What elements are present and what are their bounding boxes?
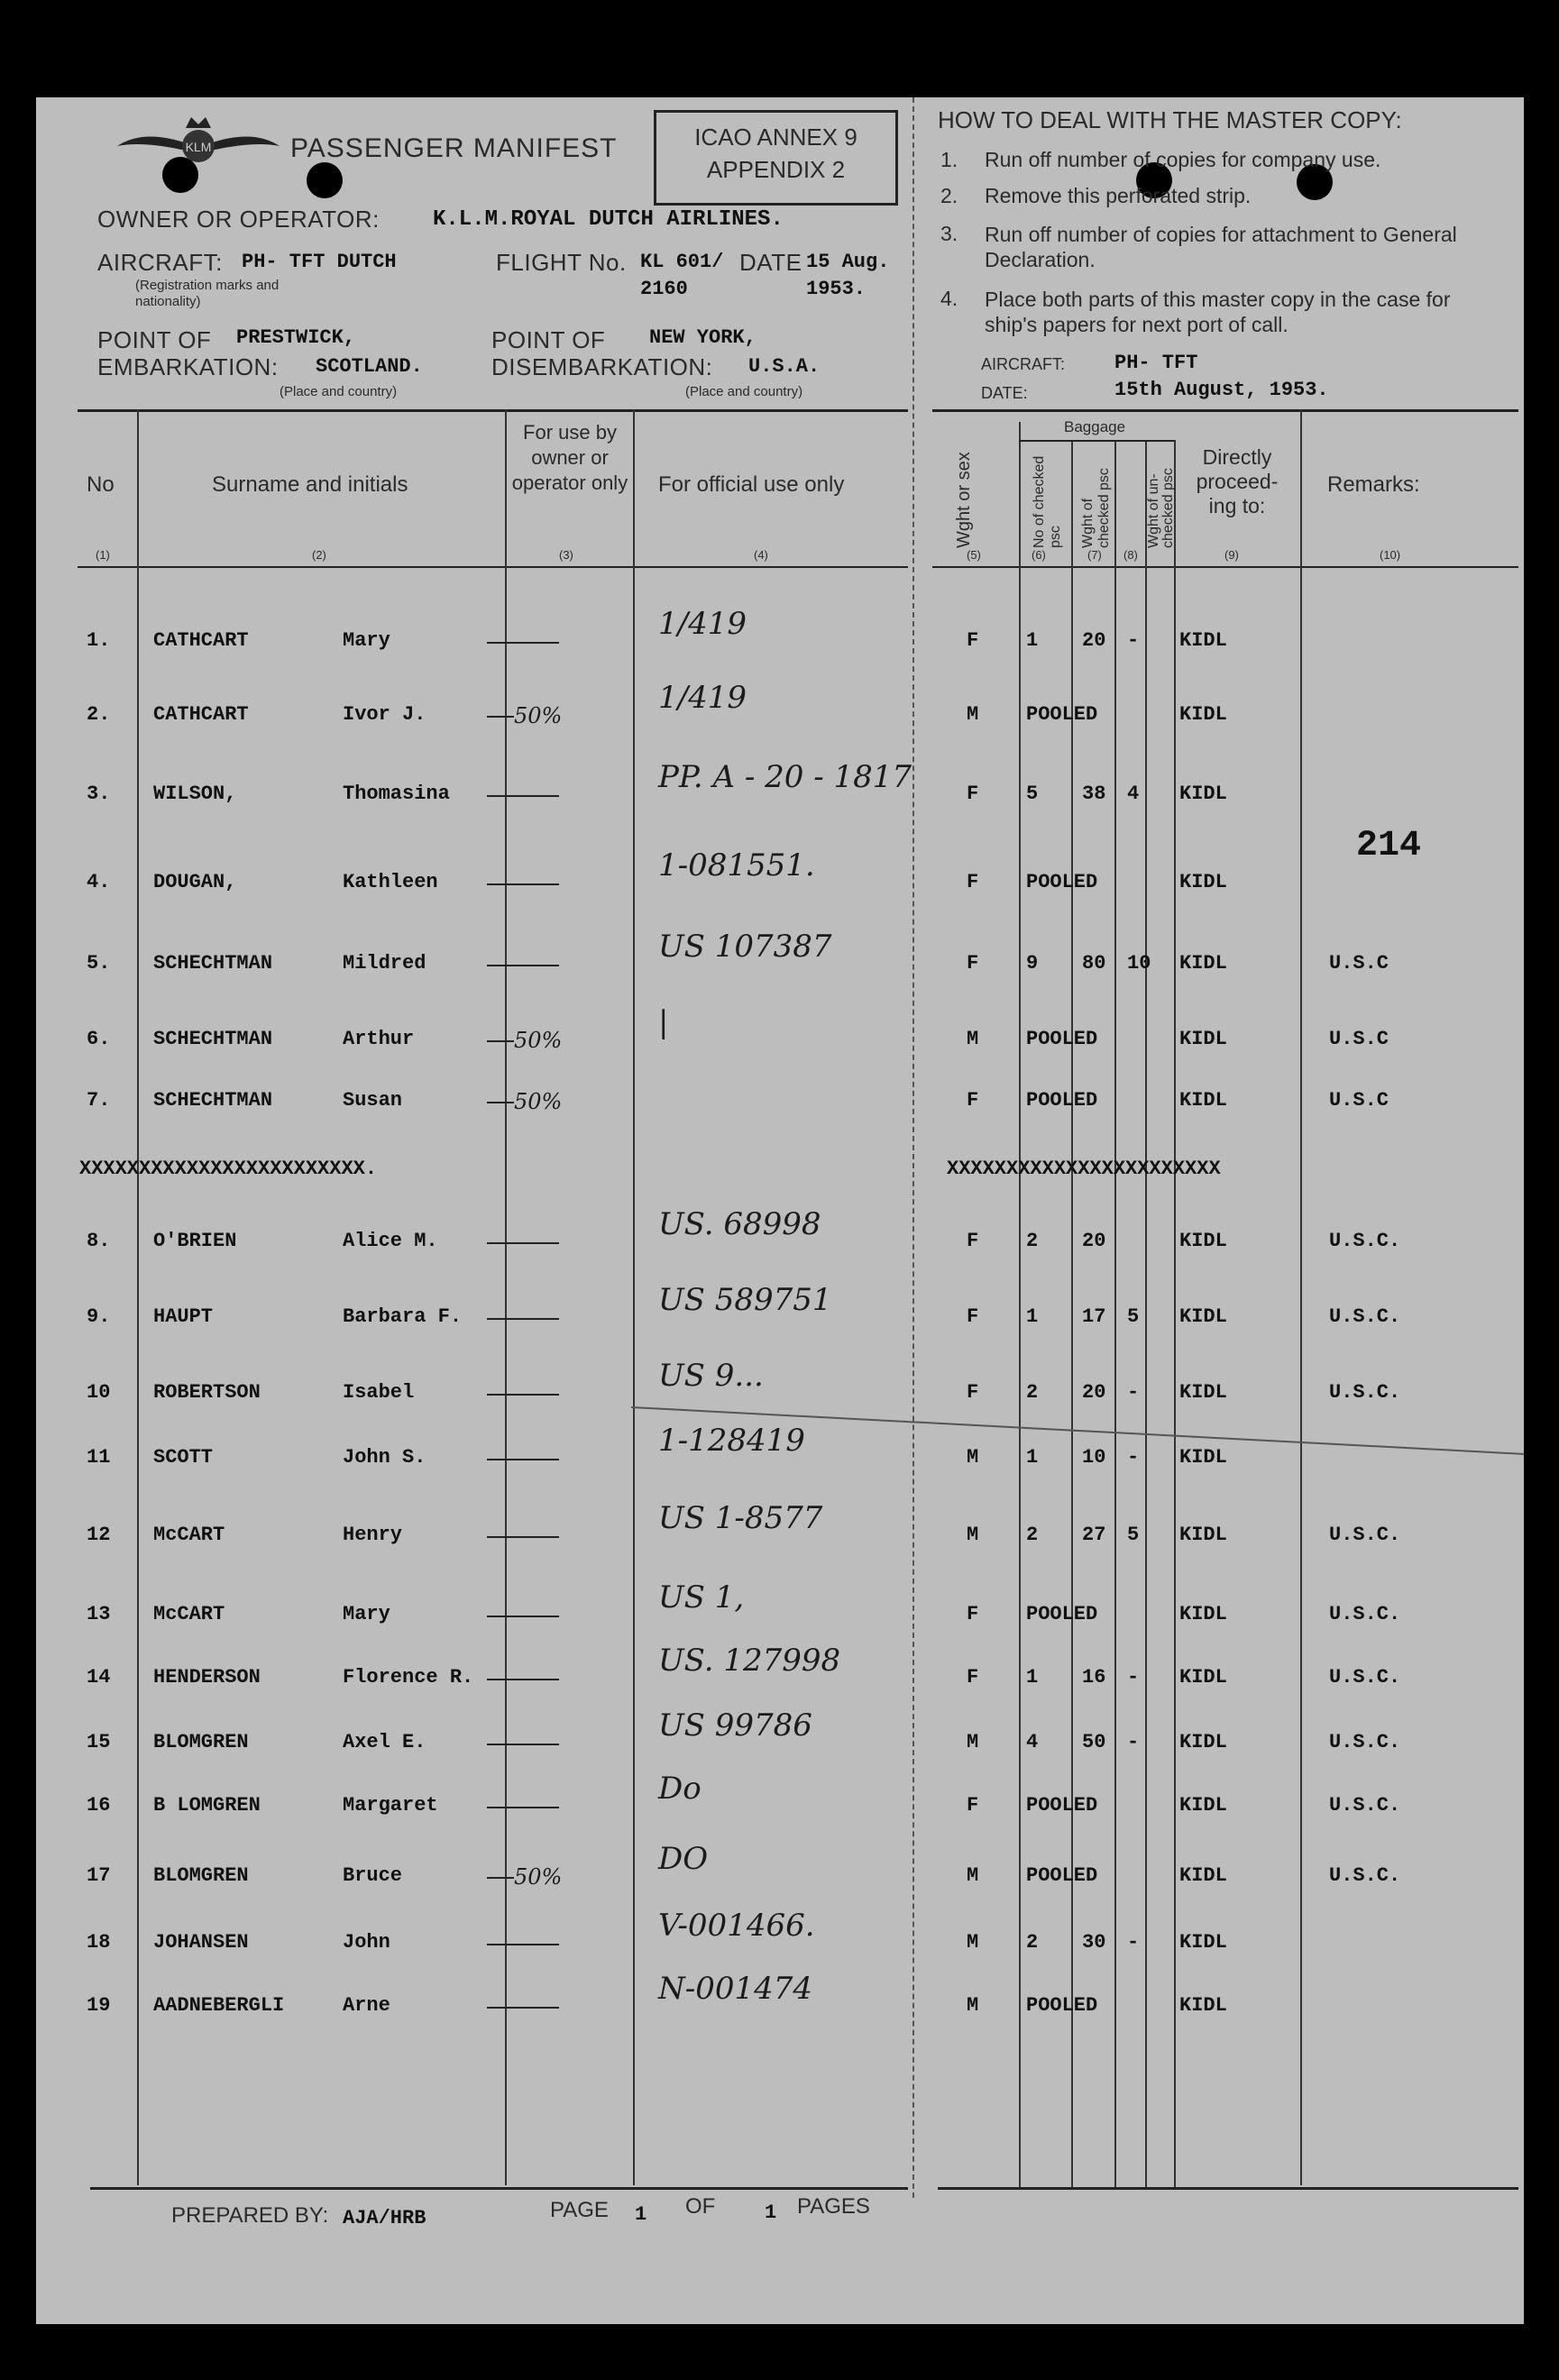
passenger-no: 7. [87,1089,111,1112]
passenger-given-name: Thomasina [343,783,450,805]
check-stroke [487,1536,559,1538]
pages-label: PAGES [797,2194,870,2219]
passenger-sex: F [967,1794,979,1817]
passenger-given-name: Alice M. [343,1230,438,1252]
checked-pieces: POOLED [1026,1603,1098,1625]
instr-aircraft-label: AIRCRAFT: [981,355,1066,373]
of-value: 1 [765,2202,777,2224]
destination: KIDL [1179,952,1227,975]
disembark-place-note: (Place and country) [685,384,803,399]
official-use-entry: 1/419 [658,606,747,642]
checked-weight: 16 [1082,1666,1106,1689]
footer-rule [90,2187,908,2190]
passenger-given-name: Florence R. [343,1666,474,1689]
passenger-no: 6. [87,1028,111,1050]
passenger-sex: F [967,1381,979,1404]
destination: KIDL [1179,1089,1227,1112]
official-use-entry: US 99786 [658,1707,812,1744]
unchecked-weight: - [1127,1731,1140,1753]
remarks: U.S.C. [1329,1381,1401,1404]
destination: KIDL [1179,1731,1227,1753]
passenger-sex: F [967,871,979,893]
passenger-sex: M [967,1731,979,1753]
check-stroke [487,883,559,885]
passenger-sex: F [967,783,979,805]
checked-pieces: 2 [1026,1381,1039,1404]
checked-weight: 38 [1082,783,1106,805]
checked-pieces: POOLED [1026,1864,1098,1887]
check-stroke [487,1102,514,1103]
baggage-rule [1019,440,1174,442]
unchecked-weight: - [1127,1666,1140,1689]
col-divider [1174,440,1176,2189]
prepared-label: PREPARED BY: [171,2203,329,2228]
passenger-given-name: Ivor J. [343,703,426,726]
passenger-given-name: Susan [343,1089,403,1112]
col-num-6: (6) [1032,548,1046,562]
manifest-sheet [36,97,1524,2324]
remarks: U.S.C [1329,1028,1389,1050]
passenger-given-name: Isabel [343,1381,415,1404]
passenger-sex: F [967,629,979,652]
passenger-surname: McCART [153,1603,225,1625]
checked-pieces: 2 [1026,1931,1039,1954]
passenger-given-name: Arthur [343,1028,415,1050]
embark-value2: SCOTLAND. [316,355,423,378]
col-proceeding-header: Directly proceed-ing to: [1196,445,1279,517]
passenger-surname: SCHECHTMAN [153,1089,273,1112]
stamp-number: 214 [1356,826,1422,866]
check-stroke [487,795,559,797]
check-stroke [487,1242,559,1244]
page-value: 1 [635,2203,647,2226]
passenger-surname: JOHANSEN [153,1931,249,1954]
passenger-surname: CATHCART [153,703,249,726]
passenger-surname: SCHECHTMAN [153,1028,273,1050]
disembark-label2: DISEMBARKATION: [491,353,713,380]
destination: KIDL [1179,1230,1227,1252]
col-official-header: For official use only [658,472,845,497]
passenger-sex: F [967,1666,979,1689]
check-stroke [487,1944,559,1945]
instruction-4-text: Place both parts of this master copy in the case for ship's papers for next port of call. [985,288,1451,336]
unchecked-weight: - [1127,1446,1140,1469]
disembark-value2: U.S.A. [748,355,821,378]
official-use-entry: DO [658,1841,709,1877]
destination: KIDL [1179,703,1227,726]
checked-weight: 10 [1082,1446,1106,1469]
unchecked-weight: 10 [1127,952,1151,975]
passenger-sex: M [967,1994,979,2017]
passenger-given-name: John [343,1931,390,1954]
instr-date-value: 15th August, 1953. [1114,379,1329,401]
destination: KIDL [1179,1666,1227,1689]
checked-pieces: 2 [1026,1230,1039,1252]
embark-label2: EMBARKATION: [97,353,279,380]
instruction-2-num: 2. [940,184,958,207]
remarks: U.S.C. [1329,1524,1401,1546]
passenger-no: 10 [87,1381,111,1404]
official-use-entry: Do [658,1771,702,1807]
unchecked-weight: 4 [1127,783,1140,805]
passenger-sex: F [967,1603,979,1625]
passenger-sex: M [967,1524,979,1546]
passenger-no: 2. [87,703,111,726]
instruction-2-text: Remove this perforated strip. [985,184,1252,207]
check-stroke [487,1679,559,1680]
destination: KIDL [1179,871,1227,893]
remarks: U.S.C. [1329,1230,1401,1252]
passenger-given-name: Mildred [343,952,426,975]
checked-weight: 20 [1082,1381,1106,1404]
destination: KIDL [1179,1931,1227,1954]
col-num-5: (5) [967,548,981,562]
checked-pieces: POOLED [1026,703,1098,726]
col-num-7: (7) [1087,548,1102,562]
passenger-no: 4. [87,871,111,893]
passenger-surname: O'BRIEN [153,1230,237,1252]
official-use-entry: | [658,1004,669,1040]
owner-use-note: 50% [514,1089,563,1114]
checked-pieces: XXXXXXXXXXXXXXXXXXXXXXX [947,1158,1221,1180]
passenger-surname: B LOMGREN [153,1794,261,1817]
passenger-surname: HAUPT [153,1305,214,1328]
embark-label1: POINT OF [97,326,212,353]
col-num-4: (4) [754,548,768,562]
aircraft-label: AIRCRAFT: [97,249,223,276]
check-stroke [487,2007,559,2009]
disembark-label1: POINT OF [491,326,606,353]
prepared-value: AJA/HRB [343,2207,426,2229]
official-use-entry: US. 68998 [658,1206,821,1242]
remarks: U.S.C. [1329,1603,1401,1625]
checked-pieces: 1 [1026,1305,1039,1328]
passenger-no: 5. [87,952,111,975]
col-num-10: (10) [1380,548,1401,562]
owner-use-note: 50% [514,1864,563,1890]
passenger-sex: M [967,1931,979,1954]
unchecked-weight: - [1127,1381,1140,1404]
checked-weight: 20 [1082,629,1106,652]
checked-pieces: 1 [1026,1446,1039,1469]
col-no-header: No [87,472,115,497]
check-stroke [487,1807,559,1808]
destination: KIDL [1179,1994,1227,2017]
official-use-entry: PP. A - 20 - 1817 [658,759,912,795]
checked-pieces: POOLED [1026,1028,1098,1050]
instr-date-label: DATE: [981,384,1028,402]
passenger-no: 3. [87,783,111,805]
flight-label: FLIGHT No. [496,249,627,276]
destination: KIDL [1179,1305,1227,1328]
checked-pieces: 4 [1026,1731,1039,1753]
aircraft-note: (Registration marks and nationality) [135,278,280,309]
destination: KIDL [1179,783,1227,805]
passenger-given-name: Arne [343,1994,390,2017]
instruction-4-num: 4. [940,287,958,310]
passenger-given-name: John S. [343,1446,426,1469]
check-stroke [487,1459,559,1460]
official-use-entry: 1/419 [658,680,747,716]
checked-weight: 50 [1082,1731,1106,1753]
official-use-entry: US 1-8577 [658,1500,823,1536]
checked-weight: 20 [1082,1230,1106,1252]
passenger-sex: F [967,1305,979,1328]
passenger-surname: BLOMGREN [153,1864,249,1887]
destination: KIDL [1179,629,1227,652]
official-use-entry: US 9... [658,1358,764,1394]
aircraft-value: PH- TFT DUTCH [242,251,397,273]
remarks: U.S.C. [1329,1864,1401,1887]
checked-weight: 27 [1082,1524,1106,1546]
unchecked-weight: - [1127,1931,1140,1954]
passenger-surname: AADNEBERGLI [153,1994,285,2017]
passenger-surname: ROBERTSON [153,1381,261,1404]
col-wght-checked-header: Wght of checked psc [1080,468,1112,548]
check-stroke [487,1318,559,1320]
instr-aircraft-value: PH- TFT [1114,352,1198,374]
checked-pieces: 1 [1026,629,1039,652]
flight-value: KL 601/ 2160 [640,251,724,300]
passenger-given-name: Mary [343,629,390,652]
col-baggage-header: Baggage [1064,418,1126,435]
passenger-sex: F [967,1230,979,1252]
remarks: U.S.C [1329,1089,1389,1112]
destination: KIDL [1179,1446,1227,1469]
col-num-8: (8) [1123,548,1138,562]
svg-text:KLM: KLM [185,140,212,154]
passenger-surname: WILSON, [153,783,237,805]
destination: KIDL [1179,1381,1227,1404]
klm-crown-logo-icon [108,110,289,173]
col-name-header: Surname and initials [212,472,408,497]
official-use-entry: V-001466. [658,1908,815,1944]
passenger-sex: M [967,1446,979,1469]
col-divider [1114,440,1116,2189]
remarks: U.S.C. [1329,1794,1401,1817]
passenger-surname: SCOTT [153,1446,214,1469]
official-use-entry: US 1, [658,1579,745,1616]
col-checked-pcs-header: No of checked psc [1032,455,1063,548]
official-use-entry: N-001474 [658,1971,813,2007]
col-remarks-header: Remarks: [1327,472,1420,497]
passenger-no: 9. [87,1305,111,1328]
col-num-1: (1) [96,548,110,562]
instruction-1-num: 1. [940,148,958,171]
passenger-surname: HENDERSON [153,1666,261,1689]
date-label: DATE [739,249,802,276]
passenger-sex: M [967,1028,979,1050]
form-title: PASSENGER MANIFEST [290,133,618,163]
col-divider [137,409,139,2185]
instruction-3-text: Run off number of copies for attachment to General Declaration. [985,223,1457,271]
owner-label: OWNER OR OPERATOR: [97,206,380,233]
col-num-9: (9) [1224,548,1239,562]
checked-pieces: POOLED [1026,1794,1098,1817]
passenger-no: 13 [87,1603,111,1625]
check-stroke [487,1040,514,1042]
passenger-no: 15 [87,1731,111,1753]
passenger-sex: M [967,703,979,726]
checked-pieces: POOLED [1026,871,1098,893]
col-divider [1071,440,1073,2189]
check-stroke [487,642,559,644]
unchecked-weight: 5 [1127,1524,1140,1546]
passenger-surname: McCART [153,1524,225,1546]
official-use-entry: 1-081551. [658,847,815,883]
page-label: PAGE [550,2198,609,2222]
checked-pieces: POOLED [1026,1994,1098,2017]
embark-value1: PRESTWICK, [236,326,356,349]
passenger-surname: DOUGAN, [153,871,237,893]
icao-annex-box [654,110,898,206]
destination: KIDL [1179,1028,1227,1050]
col-divider [1300,409,1302,2185]
checked-weight: 17 [1082,1305,1106,1328]
check-stroke [487,965,559,966]
destination: KIDL [1179,1794,1227,1817]
passenger-sex: M [967,1864,979,1887]
passenger-no: 17 [87,1864,111,1887]
destination: KIDL [1179,1864,1227,1887]
col-owner-header: For use by owner or operator only [511,421,628,494]
official-use-entry: US 107387 [658,929,832,965]
official-use-entry: US 589751 [658,1282,832,1318]
embark-place-note: (Place and country) [280,384,398,399]
passenger-no: 12 [87,1524,111,1546]
checked-pieces: 1 [1026,1666,1039,1689]
col-divider [1019,422,1021,2189]
remarks: U.S.C. [1329,1305,1401,1328]
passenger-surname: BLOMGREN [153,1731,249,1753]
header-bottom-rule [78,566,908,568]
col-num-3: (3) [559,548,573,562]
passenger-no: 16 [87,1794,111,1817]
annex-line2: APPENDIX 2 [706,156,846,183]
table-top-rule [78,409,908,412]
passenger-surname: CATHCART [153,629,249,652]
col-divider [1145,440,1147,2189]
check-stroke [487,716,514,718]
check-stroke [487,1394,559,1396]
official-use-entry: US. 127998 [658,1643,841,1679]
unchecked-weight: - [1127,629,1140,652]
remarks: U.S.C. [1329,1666,1401,1689]
col-divider [633,409,635,2185]
of-label: OF [685,2194,716,2219]
perforated-strip-line [912,97,914,2198]
passenger-no: 1. [87,629,111,652]
col-wght-unchecked-header: Wght of un-checked psc [1146,468,1176,548]
disembark-value1: NEW YORK, [649,326,757,349]
col-num-2: (2) [312,548,326,562]
passenger-no: 11 [87,1446,111,1469]
passenger-given-name: Kathleen [343,871,438,893]
passenger-no: 19 [87,1994,111,2017]
passenger-sex: F [967,952,979,975]
annex-line1: ICAO ANNEX 9 [694,124,857,151]
checked-pieces: 2 [1026,1524,1039,1546]
footer-rule-right [938,2187,1518,2190]
table-top-rule-right [932,409,1518,412]
passenger-surname: SCHECHTMAN [153,952,273,975]
official-use-entry: 1-128419 [658,1423,805,1459]
checked-pieces: POOLED [1026,1089,1098,1112]
destination: KIDL [1179,1524,1227,1546]
passenger-no: 14 [87,1666,111,1689]
date-value: 15 Aug. 1953. [806,251,890,300]
passenger-surname: XXXXXXXXXXXXXXXXXXXXXXXX. [79,1158,378,1180]
passenger-given-name: Margaret [343,1794,438,1817]
check-stroke [487,1877,514,1879]
checked-weight: 80 [1082,952,1106,975]
col-divider [505,409,507,2185]
passenger-given-name: Barbara F. [343,1305,463,1328]
passenger-sex: F [967,1089,979,1112]
check-stroke [487,1744,559,1745]
instruction-1-text: Run off number of copies for company use. [985,148,1381,171]
checked-pieces: 5 [1026,783,1039,805]
checked-pieces: 9 [1026,952,1039,975]
remarks: U.S.C [1329,952,1389,975]
owner-value: K.L.M.ROYAL DUTCH AIRLINES. [433,207,784,232]
punch-hole [307,162,343,198]
instruction-3-num: 3. [940,222,958,245]
destination: KIDL [1179,1603,1227,1625]
passenger-no: 18 [87,1931,111,1954]
passenger-given-name: Mary [343,1603,390,1625]
passenger-no: 8. [87,1230,111,1252]
check-stroke [487,1616,559,1617]
unchecked-weight: 5 [1127,1305,1140,1328]
remarks: U.S.C. [1329,1731,1401,1753]
passenger-given-name: Axel E. [343,1731,426,1753]
instructions-title: HOW TO DEAL WITH THE MASTER COPY: [938,106,1402,133]
passenger-given-name: Bruce [343,1864,403,1887]
col-sex-header: Wght or sex [954,452,974,548]
checked-weight: 30 [1082,1931,1106,1954]
owner-use-note: 50% [514,703,563,728]
owner-use-note: 50% [514,1028,563,1053]
passenger-given-name: Henry [343,1524,403,1546]
